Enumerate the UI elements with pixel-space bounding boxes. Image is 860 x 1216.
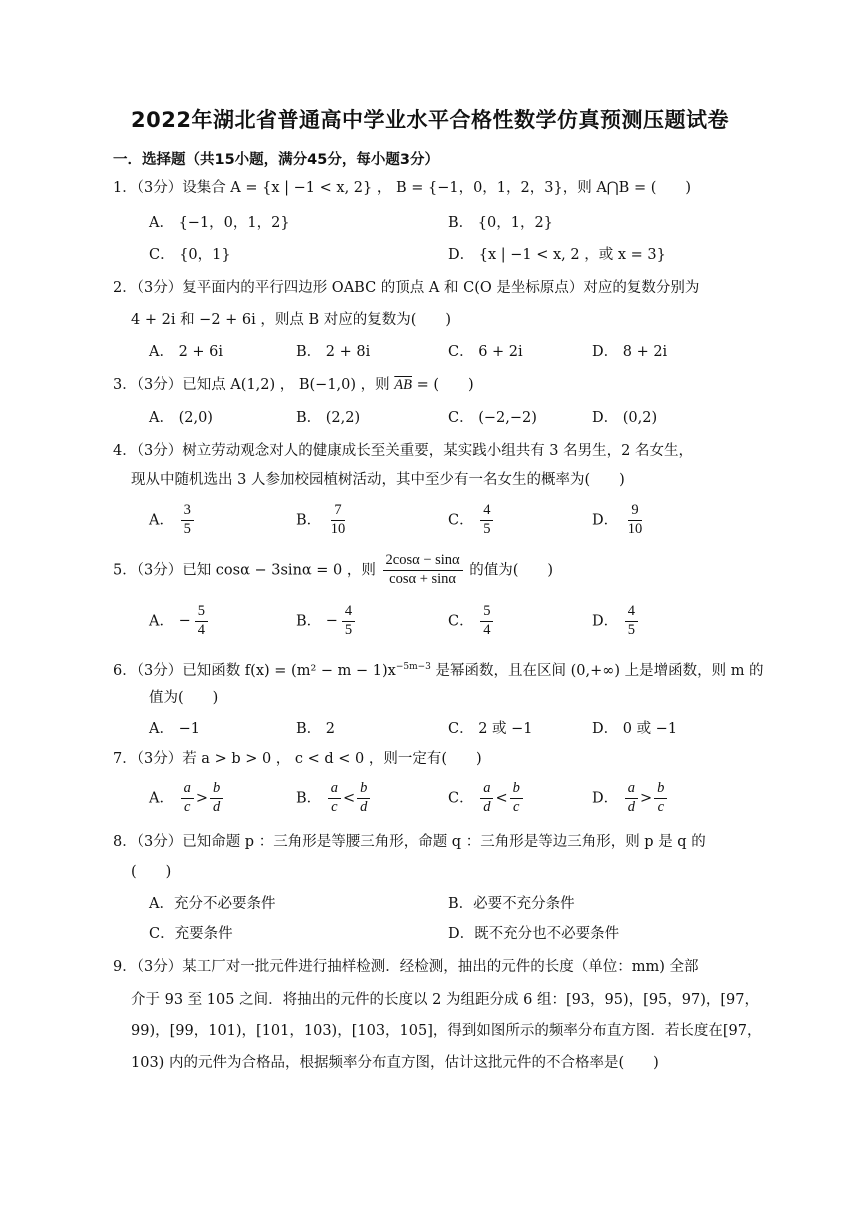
numerator: a <box>181 781 194 799</box>
numerator: 2cosα − sinα <box>383 553 463 571</box>
comparison-operator: < <box>495 790 508 807</box>
denominator: c <box>331 798 338 815</box>
question-1-option-b[interactable]: B． {0，1，2} <box>448 215 553 231</box>
question-4-option-b[interactable] <box>296 503 350 538</box>
denominator: c <box>513 798 520 815</box>
numerator: a <box>625 781 638 799</box>
numerator: 4 <box>625 604 638 622</box>
option-label: C． <box>448 613 474 630</box>
fraction-left <box>480 781 493 816</box>
question-4-stem-line-1: 4．（3分）树立劳动观念对人的健康成长至关重要，某实践小组共有 3 名男生，2 名女生， <box>113 443 693 459</box>
numerator: a <box>480 781 493 799</box>
minus-sign: − <box>325 613 338 630</box>
numerator: 4 <box>342 604 355 622</box>
question-7-stem: 7．（3分）若 a > b > 0 ， c < d < 0 ，则一定有( ) <box>113 751 482 767</box>
fraction <box>480 503 493 538</box>
option-label: D． <box>592 512 619 529</box>
numerator: 5 <box>480 604 493 622</box>
fraction-left <box>625 781 638 816</box>
option-label: A． <box>149 790 174 807</box>
question-3-option-c[interactable]: C． (−2,−2) <box>448 410 537 426</box>
denominator: 5 <box>183 520 191 537</box>
option-label: B． <box>296 790 322 807</box>
numerator: 7 <box>331 503 344 521</box>
fraction <box>480 604 493 639</box>
denominator: d <box>483 798 491 815</box>
question-8-option-d[interactable]: D．既不充分也不必要条件 <box>448 926 620 942</box>
denominator: 5 <box>483 520 491 537</box>
comparison-operator: > <box>640 790 653 807</box>
question-8-stem-line-1: 8．（3分）已知命题 p ：三角形是等腰三角形，命题 q ：三角形是等边三角形，则 p 是 q 的 <box>113 834 706 850</box>
question-7-option-c[interactable] <box>448 781 525 816</box>
option-label: B． <box>296 512 322 529</box>
section-heading: 一．选择题（共15小题，满分45分，每小题3分） <box>113 152 439 168</box>
question-9-stem-line-2: 介于 93 至 105 之间．将抽出的元件的长度以 2 为组距分成 6 组：[93，95)，[95，97)，[97， <box>131 992 759 1008</box>
minus-sign: − <box>178 613 191 630</box>
fraction-right <box>510 781 523 816</box>
question-5-option-c[interactable] <box>448 604 495 639</box>
option-label: D． <box>592 790 619 807</box>
question-8-option-a[interactable]: A．充分不必要条件 <box>149 896 276 912</box>
denominator: 5 <box>627 621 635 638</box>
question-5-option-b[interactable] <box>296 604 357 639</box>
question-7-option-a[interactable] <box>149 781 225 816</box>
fraction <box>328 503 349 538</box>
question-4-option-a[interactable] <box>149 503 196 538</box>
question-8-stem-line-2: ( ) <box>131 864 172 880</box>
question-2-option-c[interactable]: C． 6 + 2i <box>448 344 523 360</box>
fraction <box>342 604 355 639</box>
question-5-stem-text: 5．（3分）已知 cosα − 3sinα = 0 ，则 <box>113 562 376 579</box>
question-6-stem-end: 是幂函数，且在区间 (0,+∞) 上是增函数，则 m 的 <box>430 662 764 679</box>
numerator: a <box>328 781 341 799</box>
page-title: 2022年湖北省普通高中学业水平合格性数学仿真预测压题试卷 <box>131 108 729 132</box>
question-6-stem-text: 6．（3分）已知函数 f(x) = (m² − m − 1)x <box>113 662 396 679</box>
numerator: 3 <box>181 503 194 521</box>
numerator: b <box>210 781 223 799</box>
numerator: 4 <box>480 503 493 521</box>
fraction-expression <box>383 553 463 588</box>
denominator: 4 <box>483 621 491 638</box>
question-1-stem: 1．（3分）设集合 A = {x | −1 < x, 2} ， B = {−1，0，1，2，3}，则 A⋂B = ( ) <box>113 180 692 196</box>
denominator: c <box>184 798 191 815</box>
denominator: d <box>360 798 368 815</box>
exponent: −5m−3 <box>395 662 431 672</box>
fraction-left <box>328 781 341 816</box>
fraction <box>181 503 194 538</box>
question-2-stem-line-2: 4 + 2i 和 −2 + 6i ，则点 B 对应的复数为( ) <box>131 312 452 328</box>
denominator: cosα + sinα <box>389 570 457 587</box>
option-label: C． <box>448 512 474 529</box>
question-3-stem-text: 3．（3分）已知点 A(1,2) ， B(−1,0) ，则 <box>113 377 390 393</box>
option-label: B． <box>296 613 322 630</box>
question-2-option-b[interactable]: B． 2 + 8i <box>296 344 371 360</box>
fraction-right <box>357 781 370 816</box>
fraction <box>625 604 638 639</box>
numerator: b <box>357 781 370 799</box>
option-label: D． <box>592 613 619 630</box>
question-6-option-c[interactable]: C． 2 或 −1 <box>448 721 533 737</box>
numerator: b <box>654 781 667 799</box>
question-3-stem-end: = ( ) <box>412 377 474 393</box>
fraction <box>195 604 208 639</box>
question-1-option-c[interactable]: C． {0，1} <box>149 247 231 263</box>
question-5-option-a[interactable] <box>149 604 210 639</box>
question-7-option-b[interactable] <box>296 781 372 816</box>
question-6-stem-line-2: 值为( ) <box>149 690 219 706</box>
question-5-stem-end: 的值为( ) <box>469 562 554 579</box>
question-9-stem-line-4: 103) 内的元件为合格品，根据频率分布直方图，估计这批元件的不合格率是( ) <box>131 1055 659 1071</box>
question-3-option-a[interactable]: A． (2,0) <box>149 410 213 426</box>
option-label: A． <box>149 512 174 529</box>
fraction-right <box>654 781 667 816</box>
question-9-stem-line-1: 9．（3分）某工厂对一批元件进行抽样检测．经检测，抽出的元件的长度（单位：mm) 全部 <box>113 959 699 975</box>
option-label: C． <box>448 790 474 807</box>
question-2-option-a[interactable]: A． 2 + 6i <box>149 344 224 360</box>
question-8-option-c[interactable]: C．充要条件 <box>149 926 233 942</box>
question-1-option-d[interactable]: D． {x | −1 < x, 2 ，或 x = 3} <box>448 247 666 263</box>
question-8-option-b[interactable]: B．必要不充分条件 <box>448 896 575 912</box>
option-label: A． <box>149 613 174 630</box>
question-2-option-d[interactable]: D． 8 + 2i <box>592 344 668 360</box>
question-3-stem <box>113 375 474 395</box>
denominator: d <box>213 798 221 815</box>
question-6-stem-line-1 <box>113 657 764 681</box>
vector-ab: $\overline{AB}$ <box>394 377 412 393</box>
fraction-left <box>181 781 194 816</box>
question-6-option-a[interactable]: A． −1 <box>149 721 200 737</box>
question-6-option-d[interactable]: D． 0 或 −1 <box>592 721 678 737</box>
question-6-option-b[interactable]: B． 2 <box>296 721 335 737</box>
fraction-right <box>210 781 223 816</box>
denominator: 5 <box>344 621 353 638</box>
question-3-option-b[interactable]: B． (2,2) <box>296 410 361 426</box>
numerator: 5 <box>195 604 208 622</box>
question-4-option-c[interactable] <box>448 503 495 538</box>
denominator: 10 <box>330 520 346 537</box>
numerator: b <box>510 781 523 799</box>
question-3-option-d[interactable]: D． (0,2) <box>592 410 658 426</box>
comparison-operator: > <box>195 790 208 807</box>
question-5-option-d[interactable] <box>592 604 640 639</box>
question-4-stem-line-2: 现从中随机选出 3 人参加校园植树活动，其中至少有一名女生的概率为( ) <box>131 472 625 488</box>
question-7-option-d[interactable] <box>592 781 669 816</box>
fraction <box>625 503 646 538</box>
question-2-stem-line-1: 2．（3分）复平面内的平行四边形 OABC 的顶点 A 和 C(O 是坐标原点）对应的复数分别为 <box>113 280 700 296</box>
denominator: 4 <box>197 621 205 638</box>
question-4-option-d[interactable] <box>592 503 647 538</box>
denominator: c <box>657 798 664 815</box>
denominator: d <box>627 798 635 815</box>
question-5-stem <box>113 553 553 588</box>
question-9-stem-line-3: 99)，[99，101)，[101，103)，[103，105]，得到如图所示的频率分布直方图．若长度在[97， <box>131 1023 762 1039</box>
denominator: 10 <box>627 520 643 537</box>
comparison-operator: < <box>343 790 356 807</box>
question-1-option-a[interactable]: A． {−1，0，1，2} <box>149 215 290 231</box>
numerator: 9 <box>628 503 641 521</box>
